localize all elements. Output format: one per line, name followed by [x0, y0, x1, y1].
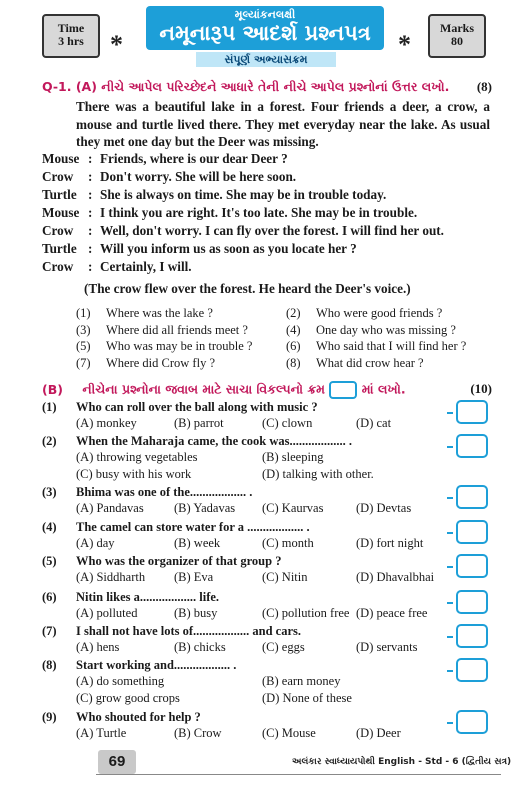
mcq-option: (C) Kaurvas — [262, 501, 324, 515]
question-item — [76, 355, 286, 372]
question-number: (4) — [286, 322, 301, 337]
marks-label: Marks — [440, 21, 474, 35]
mcq-number: (3) — [42, 485, 57, 499]
question-number: (5) — [76, 339, 91, 354]
q1-heading-text: Q-1. (A) નીચે આપેલ પરિચ્છેદને આધારે તેની નીચે આપેલ પ્રશ્નોનાં ઉત્તર લખો. — [42, 79, 450, 94]
mcq-question: Who shouted for help ? — [76, 710, 201, 724]
mcq-option: (D) cat — [356, 416, 392, 430]
q1-heading — [42, 79, 492, 95]
mcq-option: (C) month — [262, 536, 314, 550]
speaker-separator: : — [88, 223, 93, 238]
qb-label: (B) — [42, 381, 63, 397]
mcq-question: The camel can store water for a .................. . — [76, 520, 310, 534]
mcq-option: (A) monkey — [76, 416, 137, 430]
question-item — [76, 338, 286, 355]
star-icon: * — [110, 30, 123, 59]
mcq-option: (A) throwing vegetables — [76, 450, 198, 464]
page-number: 69 — [98, 750, 136, 774]
speaker: Mouse — [42, 205, 80, 220]
passage-note: (The crow flew over the forest. He heard the Deer's voice.) — [84, 281, 411, 296]
answer-dash — [447, 446, 453, 448]
mcq-number: (8) — [42, 658, 57, 672]
mcq-option: (A) day — [76, 536, 115, 550]
qb-marks: (10) — [470, 381, 492, 396]
mcq-question: Nitin likes a.................. life. — [76, 590, 220, 604]
question-row — [76, 338, 496, 355]
mcq-question: When the Maharaja came, the cook was.................. . — [76, 434, 353, 448]
banner-subtitle: મૂલ્યાંકનલક્ષી — [234, 9, 296, 21]
mcq-option: (A) polluted — [76, 606, 138, 620]
question-item — [286, 305, 496, 322]
question-item — [286, 355, 496, 372]
footer-divider — [96, 774, 501, 775]
mcq-option: (A) Turtle — [76, 726, 127, 740]
answer-dash — [447, 566, 453, 568]
speaker: Crow — [42, 259, 74, 274]
marks-box — [428, 14, 486, 58]
answer-box[interactable] — [456, 400, 488, 424]
mcq-question: Who was the organizer of that group ? — [76, 554, 282, 568]
mcq-option: (C) Mouse — [262, 726, 316, 740]
mcq-option: (D) fort night — [356, 536, 424, 550]
mcq-question: I shall not have lots of.................. and cars. — [76, 624, 302, 638]
question-item — [76, 322, 286, 339]
mcq-option: (C) Nitin — [262, 570, 308, 584]
mcq-item — [42, 484, 442, 517]
answer-dash — [447, 412, 453, 414]
dialogue-text: Well, don't worry. I can fly over the forest. I will find her out. — [100, 223, 444, 238]
mcq-option: (C) busy with his work — [76, 466, 192, 481]
mcq-option: (C) eggs — [262, 640, 305, 654]
mcq-number: (7) — [42, 624, 57, 638]
mcq-option: (B) chicks — [174, 640, 226, 654]
question-text: What did crow hear ? — [316, 355, 424, 370]
speaker: Mouse — [42, 151, 80, 166]
mcq-item — [42, 399, 442, 432]
answer-dash — [447, 497, 453, 499]
mcq-item — [42, 553, 442, 586]
question-number: (8) — [286, 355, 301, 370]
syllabus-ribbon: સંપૂર્ણ અભ્યાસક્રમ — [196, 52, 336, 67]
question-text: Who said that I will find her ? — [316, 339, 467, 354]
question-number: (7) — [76, 355, 91, 370]
answer-box[interactable] — [456, 520, 488, 544]
speaker-separator: : — [88, 151, 93, 166]
answer-dash — [447, 670, 453, 672]
qb-heading — [42, 381, 492, 399]
mcq-option: (D) None of these — [262, 690, 352, 705]
mcq-item — [42, 623, 442, 656]
star-icon: * — [398, 30, 411, 59]
mcq-option: (B) Crow — [174, 726, 222, 740]
dialogue-line — [42, 240, 357, 257]
book-title: અલંકાર સ્વાધ્યાયપોથી English - Std - 6 (દ્વિતીય સત્ર) — [292, 757, 512, 767]
mcq-option: (C) clown — [262, 416, 313, 430]
mcq-option: (A) Pandavas — [76, 501, 144, 515]
question-item — [76, 305, 286, 322]
question-text: Where was the lake ? — [106, 306, 213, 320]
mcq-option: (B) Eva — [174, 570, 214, 584]
mcq-option: (B) week — [174, 536, 221, 550]
speaker: Crow — [42, 169, 74, 184]
mcq-option: (B) sleeping — [262, 450, 324, 464]
answer-box[interactable] — [456, 658, 488, 682]
dialogue-line — [42, 150, 288, 167]
answer-dash — [447, 532, 453, 534]
dialogue-text: Will you inform us as soon as you locate her ? — [100, 241, 357, 256]
mcq-question: Who can roll over the ball along with music ? — [76, 400, 318, 414]
mcq-option: (B) parrot — [174, 416, 224, 430]
mcq-question: Bhima was one of the.................. . — [76, 485, 253, 499]
mcq-option: (D) Dhavalbhai — [356, 570, 435, 584]
mcq-option: (D) servants — [356, 640, 418, 654]
question-row — [76, 305, 496, 322]
speaker-separator: : — [88, 205, 93, 220]
answer-box-icon — [329, 381, 357, 399]
title-banner — [146, 6, 384, 50]
question-text: Where did all friends meet ? — [106, 322, 248, 337]
question-text: Who was may be in trouble ? — [106, 339, 253, 354]
speaker: Crow — [42, 223, 74, 238]
mcq-number: (6) — [42, 590, 57, 604]
speaker: Turtle — [42, 241, 77, 256]
mcq-option: (A) Siddharth — [76, 570, 146, 584]
banner-title: નમૂનારૂપ આદર્શ પ્રશ્નપત્ર — [159, 21, 371, 45]
mcq-option: (D) Devtas — [356, 501, 412, 515]
answer-box[interactable] — [456, 434, 488, 458]
mcq-number: (2) — [42, 434, 57, 448]
dialogue-line — [42, 204, 417, 221]
time-box — [42, 14, 100, 58]
dialogue-line — [42, 186, 386, 203]
answer-box[interactable] — [456, 554, 488, 578]
mcq-option: (A) hens — [76, 640, 120, 654]
mcq-option: (B) busy — [174, 606, 218, 620]
passage: There was a beautiful lake in a forest. Four friends a deer, a crow, a mouse and turtle lived there. They met everyday near the lake. As usual they met one day but the Deer was missing. — [76, 99, 490, 149]
dialogue-text: She is always on time. She may be in trouble today. — [100, 187, 387, 202]
question-number: (1) — [76, 306, 91, 320]
speaker-separator: : — [88, 187, 93, 202]
marks-value: 80 — [451, 34, 463, 48]
qb-heading-text-a: નીચેના પ્રશ્નોના જવાબ માટે સાચા વિકલ્પનો ક્રમ — [82, 381, 326, 397]
mcq-item — [42, 709, 442, 742]
mcq-number: (4) — [42, 520, 57, 534]
mcq-item — [42, 433, 442, 482]
question-text: Where did Crow fly ? — [106, 355, 215, 370]
dialogue-text: I think you are right. It's too late. She may be in trouble. — [100, 205, 418, 220]
mcq-option: (D) peace free — [356, 606, 428, 620]
mcq-option: (B) Yadavas — [174, 501, 236, 515]
mcq-item — [42, 657, 442, 706]
dialogue-line — [42, 222, 444, 239]
mcq-number: (9) — [42, 710, 57, 724]
time-value: 3 hrs — [58, 34, 84, 48]
mcq-option: (C) grow good crops — [76, 690, 180, 705]
q1-marks: (8) — [476, 79, 492, 94]
mcq-question: Start working and.................. . — [76, 658, 237, 672]
mcq-number: (1) — [42, 400, 57, 414]
comprehension-questions — [76, 305, 496, 371]
mcq-option: (C) pollution free — [262, 606, 350, 620]
time-label: Time — [57, 21, 85, 35]
mcq-option: (D) talking with other. — [262, 466, 374, 481]
question-number: (3) — [76, 322, 91, 337]
speaker-separator: : — [88, 259, 93, 274]
dialogue-line — [42, 258, 192, 275]
page-header — [0, 0, 531, 68]
question-row — [76, 355, 496, 372]
answer-dash — [447, 636, 453, 638]
answer-box[interactable] — [456, 485, 488, 509]
mcq-number: (5) — [42, 554, 57, 568]
speaker: Turtle — [42, 187, 77, 202]
question-item — [286, 322, 496, 339]
mcq-item — [42, 519, 442, 552]
answer-dash — [447, 722, 453, 724]
mcq-option: (A) do something — [76, 674, 165, 688]
speaker-separator: : — [88, 241, 93, 256]
answer-dash — [447, 602, 453, 604]
qb-heading-text-b: માં લખો. — [361, 381, 406, 397]
dialogue-text: Certainly, I will. — [100, 259, 192, 274]
mcq-option: (B) earn money — [262, 674, 341, 688]
question-row — [76, 322, 496, 339]
dialogue-line — [42, 168, 296, 185]
mcq-option: (D) Deer — [356, 726, 401, 740]
speaker-separator: : — [88, 169, 93, 184]
question-number: (2) — [286, 306, 301, 320]
answer-box[interactable] — [456, 710, 488, 734]
question-text: Who were good friends ? — [316, 306, 443, 320]
question-item — [286, 338, 496, 355]
mcq-item — [42, 589, 442, 622]
question-text: One day who was missing ? — [316, 322, 456, 337]
answer-box[interactable] — [456, 590, 488, 614]
question-number: (6) — [286, 339, 301, 354]
dialogue-text: Don't worry. She will be here soon. — [100, 169, 297, 184]
dialogue-text: Friends, where is our dear Deer ? — [100, 151, 288, 166]
answer-box[interactable] — [456, 624, 488, 648]
